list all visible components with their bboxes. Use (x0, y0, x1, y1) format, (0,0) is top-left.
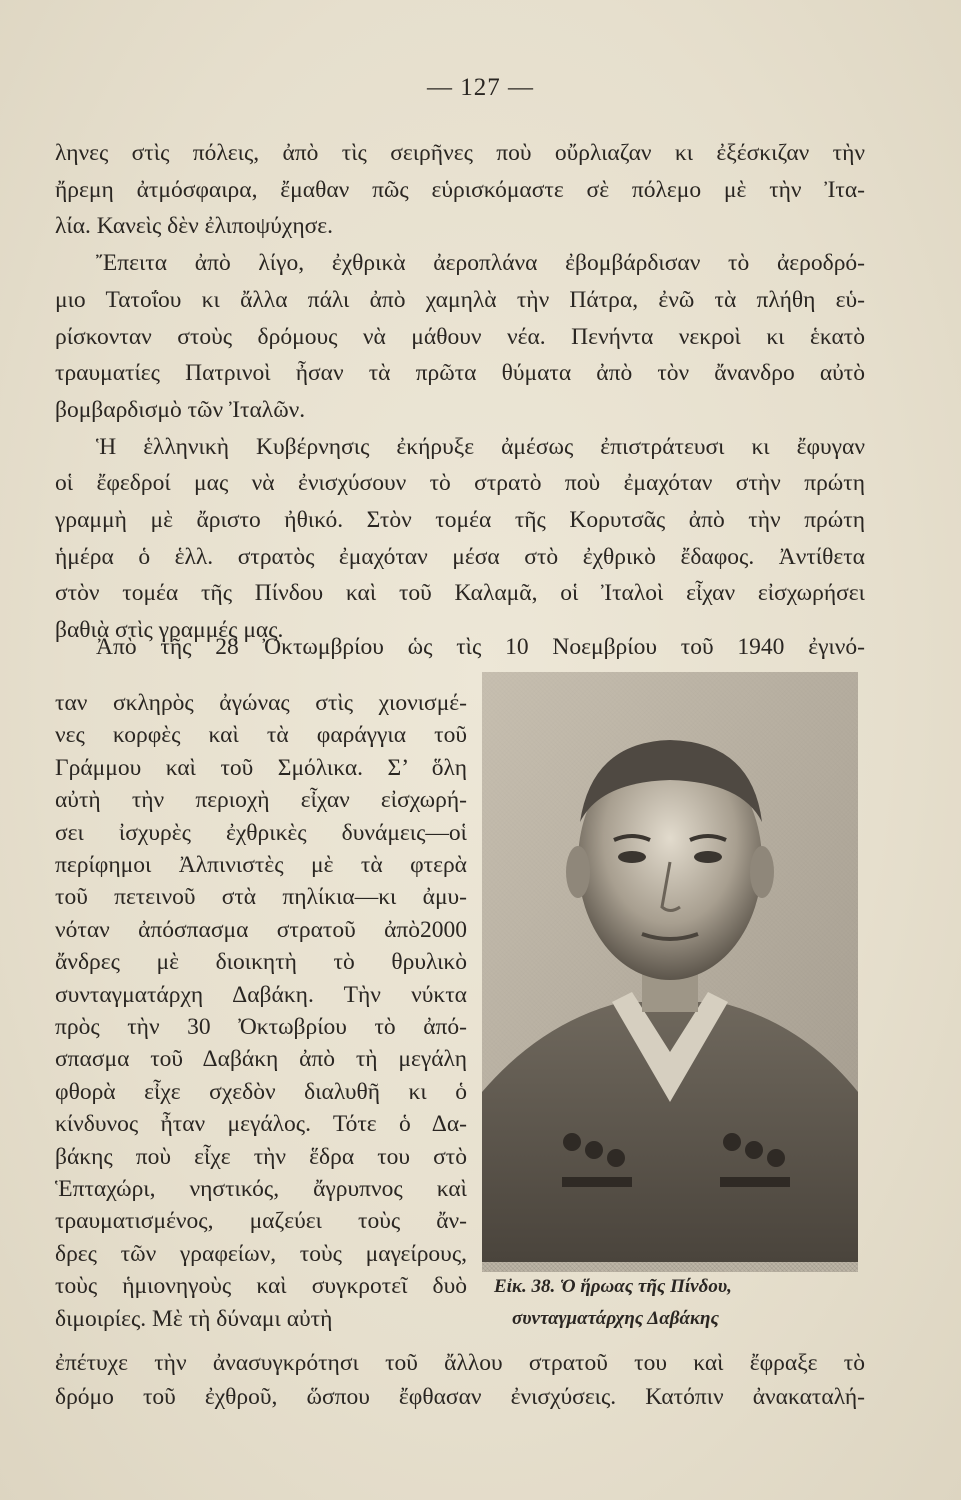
text-line: βάκης ποὺ εἶχε τὴν ἕδρα του στὸ (55, 1143, 467, 1170)
text-line: στὸν τομέα τῆς Πίνδου καὶ τοῦ Καλαμᾶ, οἱ Ἰταλοὶ εἶχαν εἰσχωρήσει (55, 580, 865, 607)
text-line: Ἔπειτα ἀπὸ λίγο, ἐχθρικὰ ἀεροπλάνα ἐβομβάρδισαν τὸ ἀεροδρό- (96, 250, 865, 277)
text-line: κίνδυνος ἦταν μεγάλος. Τότε ὁ Δα- (55, 1111, 467, 1138)
text-line: ταν σκληρὸς ἀγώνας στὶς χιονισμέ- (55, 690, 467, 716)
text-line: τραυματίες Πατρινοὶ ἦσαν τὰ πρῶτα θύματα ἀπὸ τὸν ἄνανδρο αὐτὸ (55, 360, 865, 387)
figure-caption-line-1: Εἰκ. 38. Ὁ ἥρωας τῆς Πίνδου, (494, 1276, 732, 1297)
text-line: γραμμὴ μὲ ἄριστο ἠθικό. Στὸν τομέα τῆς Κορυτσᾶς ἀπὸ τὴν πρώτη (55, 507, 865, 533)
text-line: σπασμα τοῦ Δαβάκη ἀπὸ τὴ μεγάλη (55, 1046, 467, 1073)
text-line: τοῦ πετεινοῦ στὰ πηλίκια—κι ἀμυ- (55, 884, 467, 911)
text-line: μιο Τατοΐου κι ἄλλα πάλι ἀπὸ χαμηλὰ τὴν Πάτρα, ἐνῶ τὰ πλήθη εὑ- (55, 286, 865, 313)
text-line: δρόμο τοῦ ἐχθροῦ, ὥσπου ἔφθασαν ἐνισχύσεις. Κατόπιν ἀνακαταλή- (55, 1384, 865, 1410)
text-line: συνταγματάρχη Δαβάκη. Τὴν νύκτα (55, 981, 467, 1008)
text-line: περίφημοι Ἀλπινιστὲς μὲ τὰ φτερὰ (55, 852, 467, 878)
text-line: δρες τῶν γραφείων, τοὺς μαγείρους, (55, 1240, 467, 1267)
text-line: λία. Κανεὶς δὲν ἐλιποψύχησε. (55, 213, 334, 240)
text-line: τοὺς ἡμιονηγοὺς καὶ συγκροτεῖ δυὸ (55, 1273, 467, 1300)
portrait-photo (482, 672, 858, 1272)
page-number: — 127 — (427, 74, 534, 101)
text-line: διμοιρίες. Μὲ τὴ δύναμι αὐτὴ (55, 1305, 333, 1332)
text-line: Ἀπὸ τῆς 28 Ὀκτωμβρίου ὡς τὶς 10 Νοεμβρίου τοῦ 1940 ἐγινό- (96, 633, 865, 660)
text-line: σει ἰσχυρὲς ἐχθρικὲς δυνάμεις—οἱ (55, 819, 467, 846)
figure-caption-line-2: συνταγματάρχης Δαβάκης (512, 1308, 719, 1329)
text-line: ἄνδρες μὲ διοικητὴ τὸ θρυλικὸ (55, 949, 467, 976)
text-line: Ἡ ἑλληνικὴ Κυβέρνησις ἐκήρυξε ἀμέσως ἐπιστράτευσι κι ἔφυγαν (96, 433, 865, 460)
text-line: τραυματισμένος, μαζεύει τοὺς ἄν- (55, 1208, 467, 1235)
text-line: αὐτὴ τὴν περιοχὴ εἶχαν εἰσχωρή- (55, 787, 467, 814)
text-line: βομβαρδισμὸ τῶν Ἰταλῶν. (55, 396, 306, 423)
text-line: Ἑπταχώρι, νηστικός, ἄγρυπνος καὶ (55, 1176, 467, 1202)
text-line: οἱ ἔφεδροί μας νὰ ἐνισχύσουν τὸ στρατὸ ποὺ ἐμαχόταν στὴν πρώτη (55, 470, 865, 497)
text-line: βαθιὰ στὶς γραμμές μας. (55, 617, 284, 644)
text-line: πρὸς τὴν 30 Ὀκτωβρίου τὸ ἀπό- (55, 1014, 467, 1040)
text-line: ἐπέτυχε τὴν ἀνασυγκρότησι τοῦ ἄλλου στρατοῦ του καὶ ἔφραξε τὸ (55, 1350, 865, 1376)
text-line: Γράμμου καὶ τοῦ Σμόλικα. Σ’ ὅλη (55, 754, 467, 781)
text-line: ρίσκονταν στοὺς δρόμους νὰ μάθουν νέα. Πενήντα νεκροὶ κι ἑκατὸ (55, 323, 865, 350)
text-line: ληνες στὶς πόλεις, ἀπὸ τὶς σειρῆνες ποὺ οὔρλιαζαν κι ἐξέσκιζαν τὴν (55, 140, 865, 166)
text-line: φθορὰ εἶχε σχεδὸν διαλυθῆ κι ὁ (55, 1078, 467, 1105)
text-line: ἡμέρα ὁ ἑλλ. στρατὸς ἐμαχόταν μέσα στὸ ἐχθρικὸ ἔδαφος. Ἀντίθετα (55, 543, 865, 570)
text-line: νόταν ἀπόσπασμα στρατοῦ ἀπὸ2000 (55, 916, 467, 943)
portrait-illustration (482, 672, 858, 1262)
text-line: νες κορφὲς καὶ τὰ φαράγγια τοῦ (55, 722, 467, 749)
text-line: ἤρεμη ἀτμόσφαιρα, ἔμαθαν πῶς εὑρισκόμαστε σὲ πόλεμο μὲ τὴν Ἰτα- (55, 176, 865, 203)
